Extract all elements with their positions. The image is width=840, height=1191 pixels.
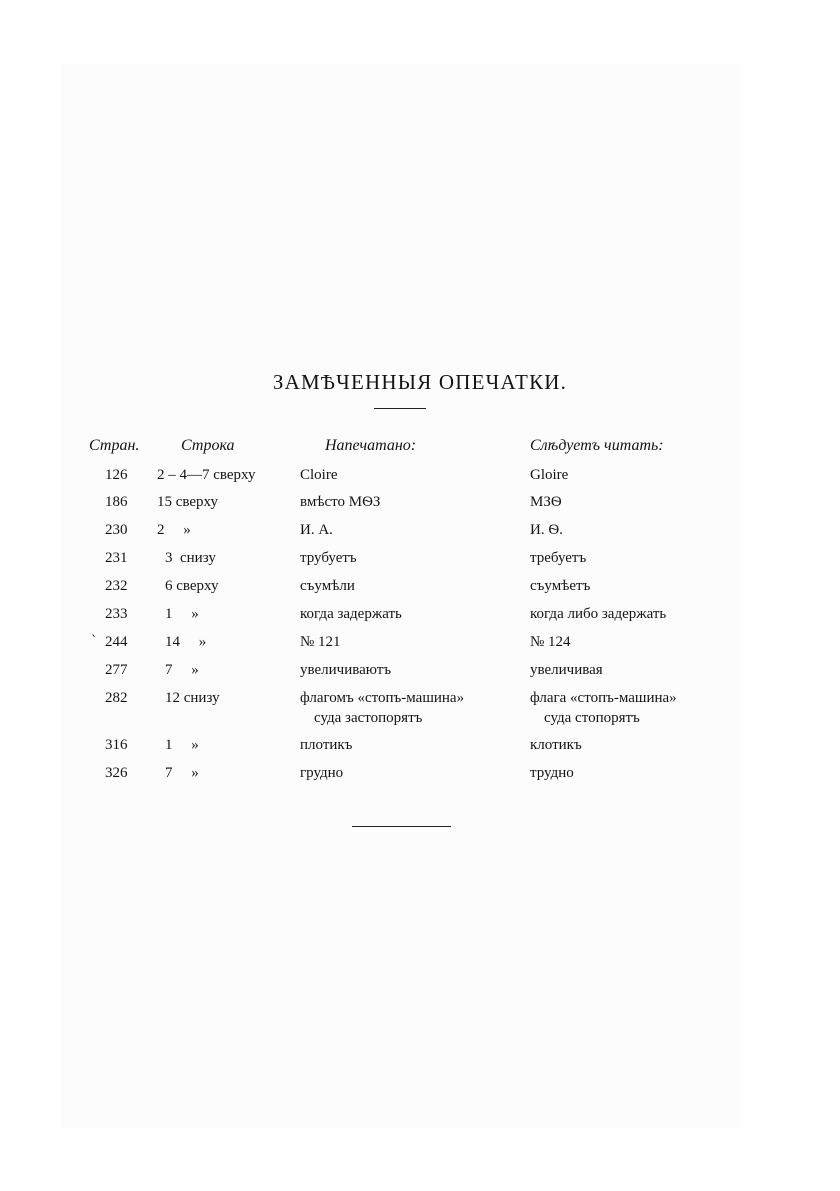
cell-line: 14 » <box>165 634 207 650</box>
cell-read: трудно <box>530 765 574 781</box>
cell-read: когда либо задержать <box>530 606 667 622</box>
column-header-printed: Напечатано: <box>325 437 417 454</box>
cell-page: 231 <box>105 550 128 566</box>
cell-line: 6 сверху <box>165 578 219 594</box>
cell-page: 186 <box>105 494 128 510</box>
cell-page: 230 <box>105 522 128 538</box>
cell-page: 282 <box>105 690 128 706</box>
table-row <box>0 548 840 574</box>
page-title: ЗАМѢЧЕННЫЯ ОПЕЧАТКИ. <box>272 370 568 395</box>
margin-mark: ` <box>91 634 98 649</box>
cell-printed: № 121 <box>300 634 341 650</box>
table-row <box>0 576 840 602</box>
bottom-rule <box>352 826 451 827</box>
cell-read-line1: флага «стопъ-машина» <box>530 690 677 706</box>
cell-printed-line1: флагомъ «стопъ-машина» <box>300 690 465 706</box>
column-header-line: Строка <box>181 437 235 454</box>
table-row <box>0 465 840 491</box>
cell-read: съумѣетъ <box>530 578 591 594</box>
cell-read: клотикъ <box>530 737 582 753</box>
column-header-page: Стран. <box>89 437 140 454</box>
cell-line: 2 » <box>157 522 191 538</box>
cell-read: Gloire <box>530 467 569 483</box>
title-rule <box>374 408 426 409</box>
cell-printed: вмѣсто МѲЗ <box>300 494 381 510</box>
cell-page: 277 <box>105 662 128 678</box>
cell-page: 244 <box>105 634 128 650</box>
cell-printed: Cloire <box>300 467 338 483</box>
cell-read: МЗѲ <box>530 494 562 510</box>
cell-line: 1 » <box>165 737 199 753</box>
cell-line: 1 » <box>165 606 199 622</box>
table-row <box>0 492 840 518</box>
table-row <box>0 763 840 789</box>
cell-line: 2 – 4—7 сверху <box>157 467 256 483</box>
cell-read <box>530 688 677 728</box>
cell-read: И. Ѳ. <box>530 522 563 538</box>
cell-line: 7 » <box>165 765 199 781</box>
cell-printed <box>300 688 464 728</box>
cell-page: 326 <box>105 765 128 781</box>
cell-printed: когда задержать <box>300 606 402 622</box>
table-row <box>0 520 840 546</box>
cell-read: увеличивая <box>530 662 603 678</box>
cell-printed: трубуетъ <box>300 550 357 566</box>
cell-printed: плотикъ <box>300 737 353 753</box>
table-row <box>0 604 840 630</box>
cell-line: 12 снизу <box>165 690 220 706</box>
table-row <box>0 735 840 761</box>
cell-printed: съумѣли <box>300 578 355 594</box>
cell-printed: грудно <box>300 765 344 781</box>
column-header-read: Слѣдуетъ читать: <box>530 437 664 454</box>
table-row <box>0 632 840 658</box>
cell-read: требуетъ <box>530 550 587 566</box>
table-row <box>0 688 840 732</box>
cell-printed: И. А. <box>300 522 333 538</box>
cell-line: 3 снизу <box>165 550 216 566</box>
cell-printed-line2: суда застопорятъ <box>314 710 423 726</box>
cell-page: 126 <box>105 467 128 483</box>
cell-page: 233 <box>105 606 128 622</box>
cell-read: № 124 <box>530 634 571 650</box>
cell-printed: увеличиваютъ <box>300 662 392 678</box>
cell-page: 232 <box>105 578 128 594</box>
cell-page: 316 <box>105 737 128 753</box>
cell-line: 15 сверху <box>157 494 218 510</box>
cell-read-line2: суда стопорятъ <box>544 710 640 726</box>
table-row <box>0 660 840 686</box>
cell-line: 7 » <box>165 662 199 678</box>
